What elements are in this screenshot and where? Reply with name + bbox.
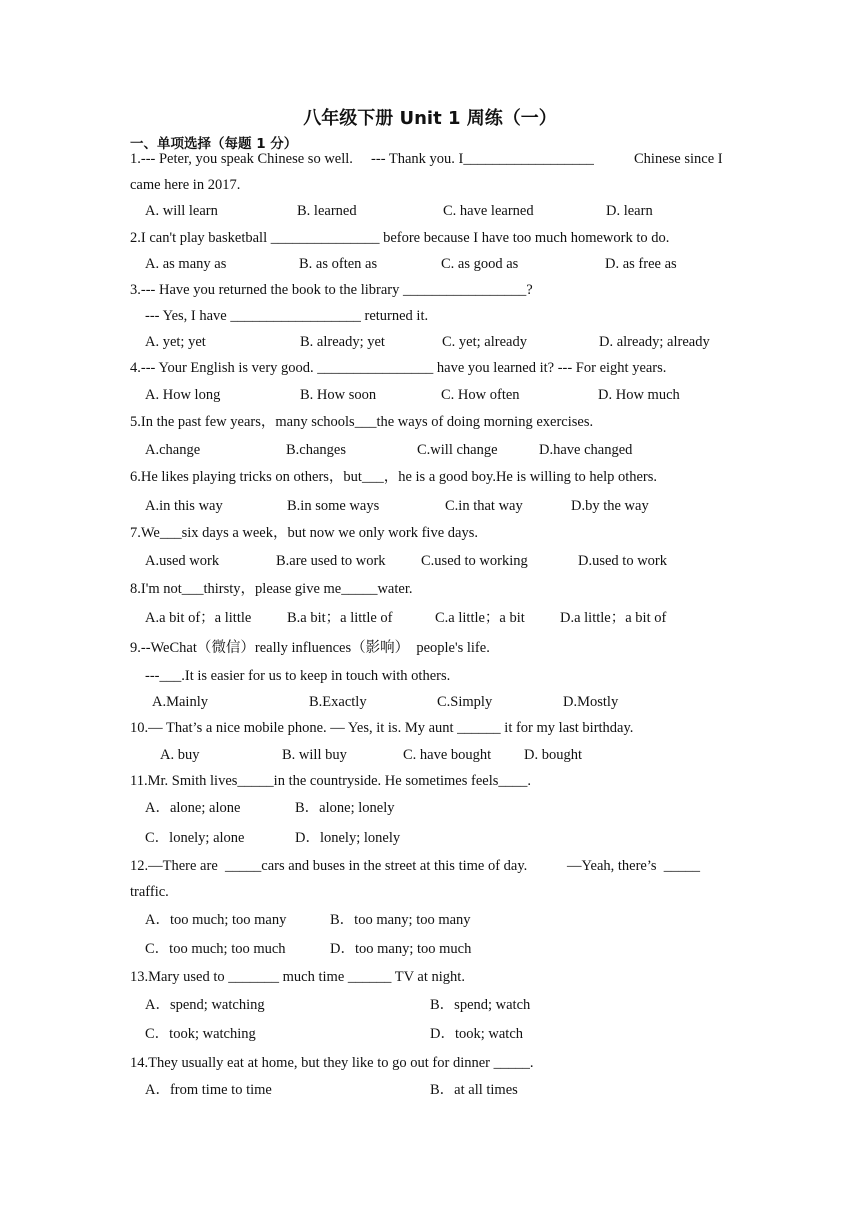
question-12-option-d: D．too many; too much	[330, 941, 472, 957]
question-8-option-a: A.a bit of；a little	[145, 610, 252, 626]
question-13-option-b: B．spend; watch	[430, 997, 531, 1013]
question-11-text: 11.Mr. Smith lives_____in the countryside. He sometimes feels____.	[130, 773, 531, 789]
question-11-option-b: B．alone; lonely	[295, 800, 395, 816]
question-9-text: 9.--WeChat（微信）really influences（影响） people's life.	[130, 640, 490, 656]
question-3-option-a: A. yet; yet	[145, 334, 206, 350]
question-12-text-cont: traffic.	[130, 884, 169, 900]
question-13-option-a: A．spend; watching	[145, 997, 265, 1013]
question-6-option-c: C.in that way	[445, 498, 523, 514]
question-12-option-b: B．too many; too many	[330, 912, 471, 928]
question-3-text: 3.--- Have you returned the book to the library _________________?	[130, 282, 533, 298]
question-14-option-b: B．at all times	[430, 1082, 518, 1098]
question-5-option-a: A.change	[145, 442, 201, 458]
question-4-option-a: A. How long	[145, 387, 221, 403]
question-8-option-d: D.a little；a bit of	[560, 610, 667, 626]
question-7-option-c: C.used to working	[421, 553, 528, 569]
question-2-text: 2.I can't play basketball _______________ before because I have too much homework to do.	[130, 230, 670, 246]
question-5-option-c: C.will change	[417, 442, 498, 458]
question-9-option-b: B.Exactly	[309, 694, 367, 710]
question-3-option-c: C. yet; already	[442, 334, 527, 350]
question-9-option-d: D.Mostly	[563, 694, 619, 710]
question-5-text: 5.In the past few years，many schools___the ways of doing morning exercises.	[130, 414, 594, 430]
question-5-option-d: D.have changed	[539, 442, 633, 458]
question-12-text: 12.—There are _____cars and buses in the street at this time of day.	[130, 858, 528, 874]
question-6-option-b: B.in some ways	[287, 498, 380, 514]
question-9-option-c: C.Simply	[437, 694, 493, 710]
question-10-option-a: A. buy	[160, 747, 200, 763]
question-5-option-b: B.changes	[286, 442, 346, 458]
question-3-option-b: B. already; yet	[300, 334, 385, 350]
question-13-option-d: D．took; watch	[430, 1026, 524, 1042]
question-4-option-c: C. How often	[441, 387, 520, 403]
question-12-text-end: —Yeah, there’s _____	[567, 858, 701, 874]
question-10-text: 10.— That’s a nice mobile phone. — Yes, it is. My aunt ______ it for my last birthday.	[130, 720, 634, 736]
question-6-text: 6.He likes playing tricks on others，but___，he is a good boy.He is willing to help others.	[130, 469, 658, 485]
question-7-option-b: B.are used to work	[276, 553, 386, 569]
question-7-text: 7.We___six days a week，but now we only work five days.	[130, 525, 478, 541]
question-4-text: 4.--- Your English is very good. ________________ have you learned it? --- For eight years.	[130, 360, 667, 376]
question-11-option-a: A．alone; alone	[145, 800, 241, 816]
question-2-option-b: B. as often as	[299, 256, 378, 272]
question-3-option-d: D. already; already	[599, 334, 710, 350]
question-12-option-c: C．too much; too much	[145, 941, 286, 957]
question-7-option-d: D.used to work	[578, 553, 668, 569]
question-9-option-a: A.Mainly	[152, 694, 208, 710]
question-1-option-a: A. will learn	[145, 203, 218, 219]
question-1-option-b: B. learned	[297, 203, 357, 219]
question-1-text: 1.--- Peter, you speak Chinese so well. --- Thank you. I__________________	[130, 151, 594, 167]
question-8-text: 8.I'm not___thirsty，please give me_____water.	[130, 581, 413, 597]
question-1-text-end: Chinese since I	[634, 151, 723, 167]
question-6-option-d: D.by the way	[571, 498, 649, 514]
question-7-option-a: A.used work	[145, 553, 220, 569]
question-10-option-d: D. bought	[524, 747, 582, 763]
question-1-option-c: C. have learned	[443, 203, 534, 219]
section-heading: 一、单项选择（每题 1 分）	[130, 136, 298, 152]
question-13-option-c: C．took; watching	[145, 1026, 256, 1042]
question-14-option-a: A．from time to time	[145, 1082, 272, 1098]
question-12-option-a: A．too much; too many	[145, 912, 287, 928]
question-8-option-b: B.a bit；a little of	[287, 610, 393, 626]
question-14-text: 14.They usually eat at home, but they like to go out for dinner _____.	[130, 1055, 534, 1071]
question-8-option-c: C.a little；a bit	[435, 610, 525, 626]
question-4-option-d: D. How much	[598, 387, 680, 403]
question-1-text-cont: came here in 2017.	[130, 177, 241, 193]
question-6-option-a: A.in this way	[145, 498, 223, 514]
question-11-option-c: C．lonely; alone	[145, 830, 245, 846]
question-13-text: 13.Mary used to _______ much time ______ TV at night.	[130, 969, 465, 985]
question-4-option-b: B. How soon	[300, 387, 377, 403]
question-2-option-a: A. as many as	[145, 256, 227, 272]
question-9-text-cont: ---___.It is easier for us to keep in touch with others.	[145, 668, 451, 684]
question-2-option-d: D. as free as	[605, 256, 677, 272]
page-title: 八年级下册 Unit 1 周练（一）	[303, 108, 557, 129]
question-11-option-d: D．lonely; lonely	[295, 830, 401, 846]
question-2-option-c: C. as good as	[441, 256, 519, 272]
question-3-text-cont: --- Yes, I have __________________ returned it.	[145, 308, 429, 324]
question-1-option-d: D. learn	[606, 203, 653, 219]
question-10-option-c: C. have bought	[403, 747, 492, 763]
question-10-option-b: B. will buy	[282, 747, 347, 763]
